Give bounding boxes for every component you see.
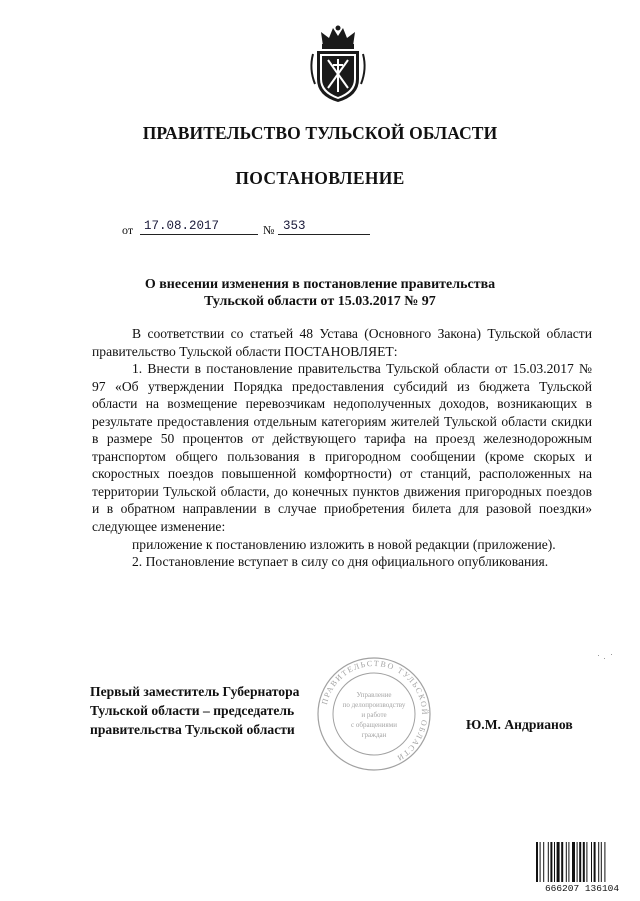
stamp-line-4: с обращениями (351, 721, 397, 729)
body-paragraph-3: приложение к постановлению изложить в новой редакции (приложение). (132, 536, 556, 552)
document-body (92, 325, 592, 571)
body-paragraph-1: В соответствии со статьей 48 Устава (Основного Закона) Тульской области правительство Тульской области ПОСТАНОВЛЯЕТ: (92, 326, 592, 359)
stamp-line-2: по делопроизводству (342, 701, 406, 709)
stamp-line-5: граждан (361, 731, 387, 739)
organization-title: ПРАВИТЕЛЬСТВО ТУЛЬСКОЙ ОБЛАСТИ (142, 123, 498, 143)
body-paragraph-4: 2. Постановление вступает в силу со дня официального опубликования. (132, 554, 549, 570)
document-type-title: ПОСТАНОВЛЕНИЕ (235, 168, 405, 188)
stamp-line-3: и работе (361, 711, 387, 719)
stamp-ring-text: ПРАВИТЕЛЬСТВО ТУЛЬСКОЙ ОБЛАСТИ (319, 658, 430, 764)
date-label: от (122, 223, 134, 237)
signatory-name: Ю.М. Андрианов (466, 717, 573, 732)
date-underline (140, 234, 258, 235)
scan-speck (611, 654, 612, 655)
signature-block (90, 682, 299, 739)
subject-line-2: Тульской области от 15.03.2017 № 97 (204, 294, 436, 309)
signatory-position-line-2: Тульской области – председатель (90, 703, 295, 718)
document-subject (0, 276, 640, 310)
date-value: 17.08.2017 (144, 219, 220, 233)
body-paragraph-2: 1. Внести в постановление правительства Тульской области от 15.03.2017 № 97 «Об утверждении Порядка предоставления субсидий из бюджета Тульской области на возмещение перевозчикам недополученных доходов, возникающих в результате предоставления отдельным категориям жителей Тульской области скидки в размере 50 процентов от действующего тарифа на проезд железнодорожным транспортом общего пользования в пригородном сообщении (кроме скорых и скоростных поездов повышенной комфортности) от станций, расположенных на территории Тульской области, до конечных пунктов движения пригородных поездов и в обратном направлении в случае приобретения билета для разовой поездки» следующее изменение: (92, 361, 592, 535)
signatory-position-line-1: Первый заместитель Губернатора (90, 684, 300, 699)
barcode-number: 666207 136104 (536, 883, 628, 894)
stamp-line-1: Управление (356, 691, 392, 699)
official-stamp-icon (315, 655, 433, 773)
scan-speck (598, 655, 599, 656)
signatory-position-line-3: правительства Тульской области (90, 722, 295, 737)
number-underline (278, 234, 370, 235)
number-value: 353 (283, 219, 306, 233)
tula-coat-of-arms-icon (305, 24, 371, 104)
subject-line-1: О внесении изменения в постановление правительства (144, 277, 496, 292)
number-label: № (263, 223, 275, 237)
scan-speck (604, 658, 605, 659)
